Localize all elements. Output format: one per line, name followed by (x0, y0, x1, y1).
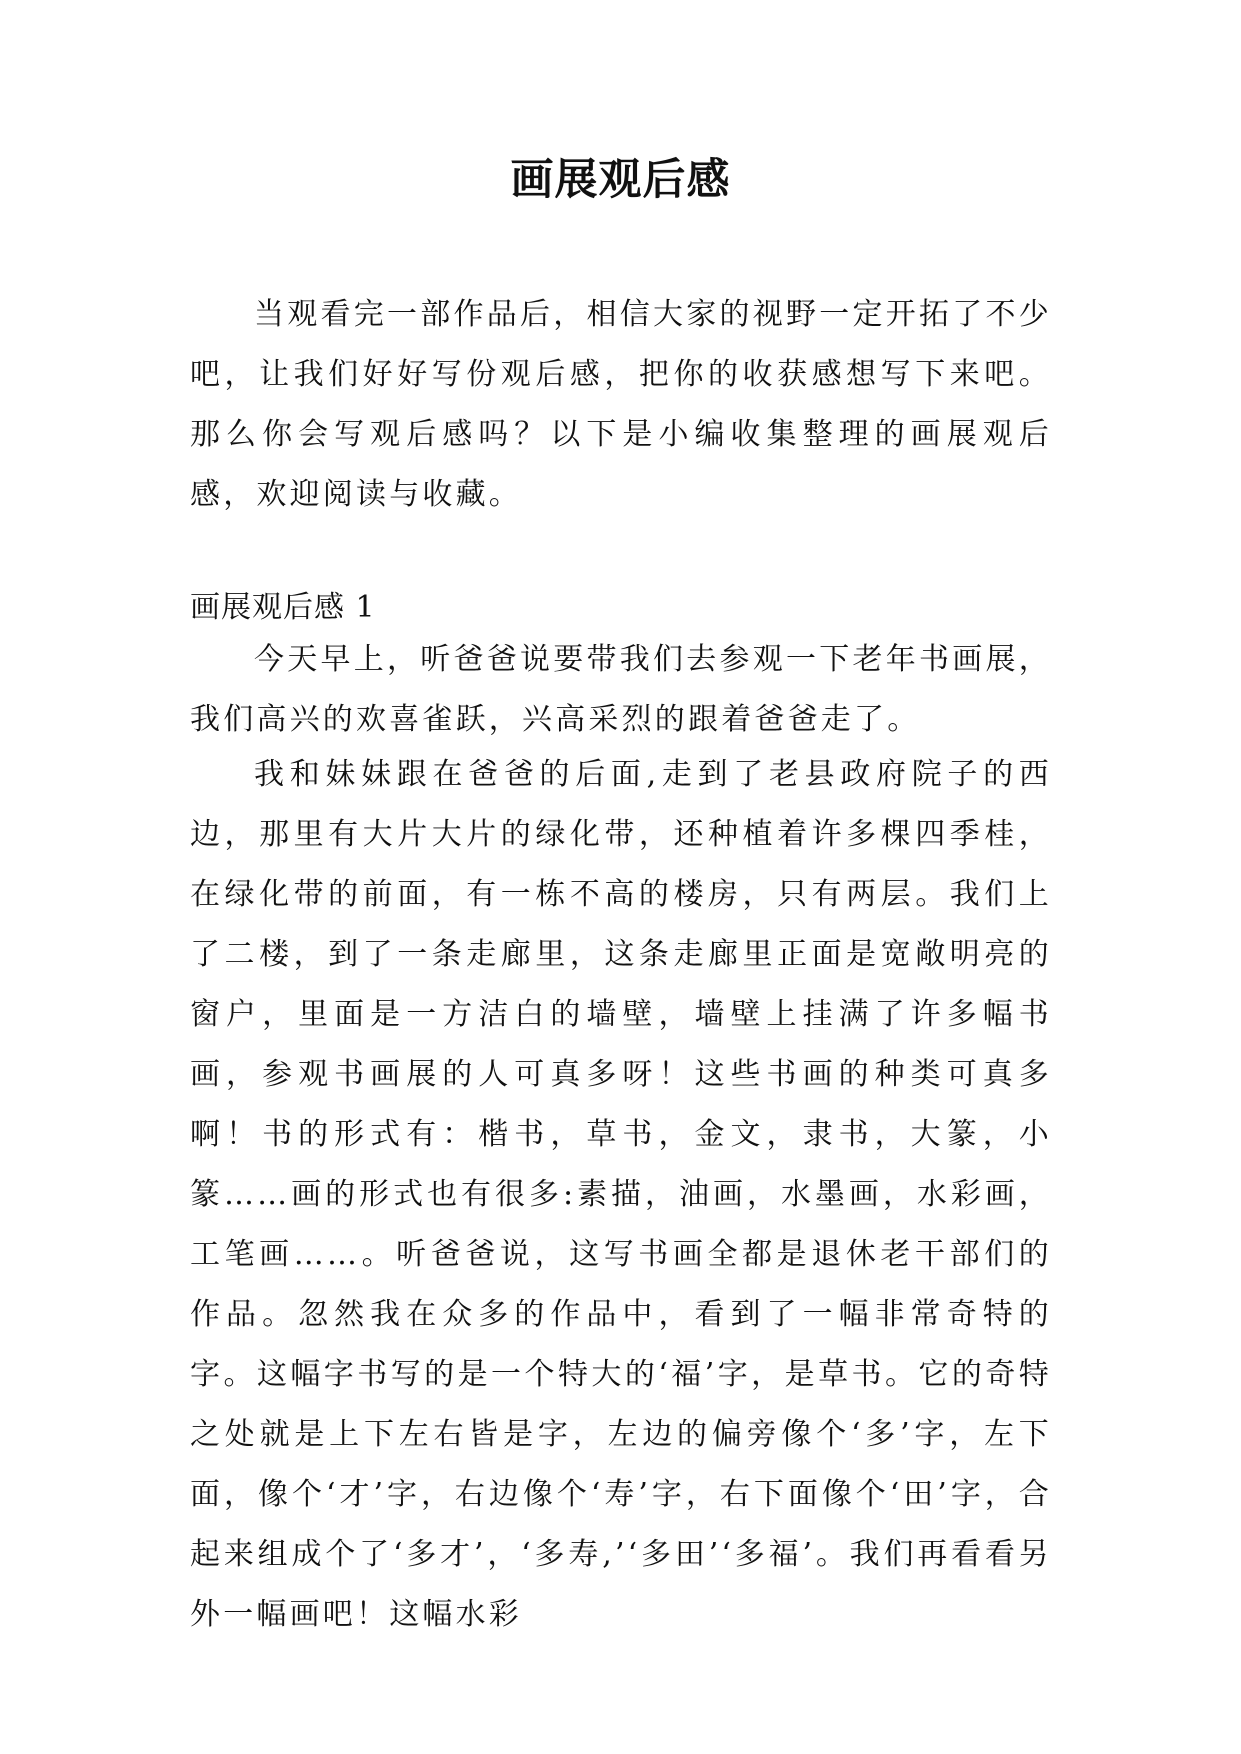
document-title: 画展观后感 (510, 155, 731, 205)
body-paragraph-1: 今天早上，听爸爸说要带我们去参观一下老年书画展，我们高兴的欢喜雀跃，兴高采烈的跟着爸爸走了。 (190, 642, 1052, 737)
body-paragraph-2: 我和妹妹跟在爸爸的后面,走到了老县政府院子的西边，那里有大片大片的绿化带，还种植着许多棵四季桂，在绿化带的前面，有一栋不高的楼房，只有两层。我们上了二楼，到了一条走廊里，这条走廊里正面是宽敞明亮的窗户，里面是一方洁白的墙壁，墙壁上挂满了许多幅书画，参观书画展的人可真多呀！这些书画的种类可真多啊！书的形式有：楷书，草书，金文，隶书，大篆，小篆……画的形式也有很多:素描，油画，水墨画，水彩画，工笔画……。听爸爸说，这写书画全都是退休老干部们的作品。忽然我在众多的作品中，看到了一幅非常奇特的字。这幅字书写的是一个特大的‘福’字，是草书。它的奇特之处就是上下左右皆是字，左边的偏旁像个‘多’字，左下面，像个‘才’字，右边像个‘寿’字，右下面像个‘田’字，合起来组成个了‘多才’，‘多寿,’‘多田’‘多福’。我们再看看另外一幅画吧！这幅水彩 (190, 757, 1052, 1632)
intro-paragraph: 当观看完一部作品后，相信大家的视野一定开拓了不少吧，让我们好好写份观后感，把你的收获感想写下来吧。那么你会写观后感吗？以下是小编收集整理的画展观后感，欢迎阅读与收藏。 (190, 297, 1052, 512)
section-heading: 画展观后感 1 (190, 590, 376, 625)
